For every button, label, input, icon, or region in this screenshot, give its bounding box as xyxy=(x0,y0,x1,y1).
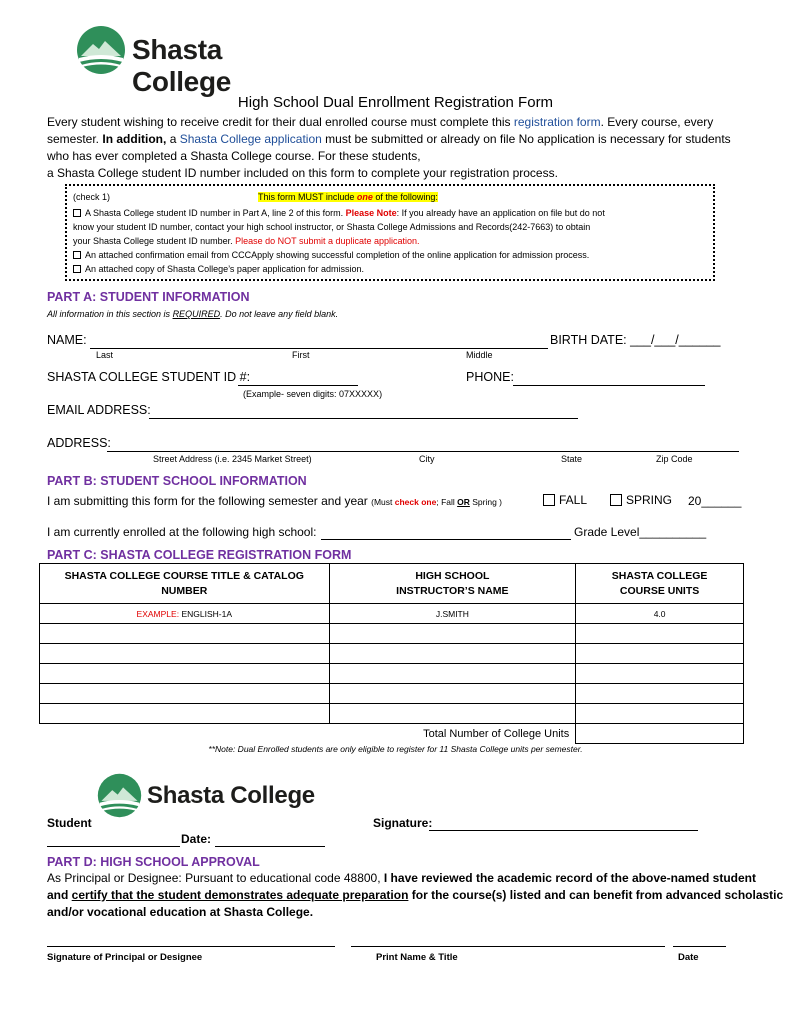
course-cell[interactable] xyxy=(40,704,330,724)
instructor-cell[interactable] xyxy=(329,644,576,664)
check-one-label: (check 1) xyxy=(73,192,111,202)
fall-option[interactable]: FALL xyxy=(543,493,587,507)
phone-label: PHONE: xyxy=(466,370,514,384)
instructor-cell[interactable] xyxy=(329,704,576,724)
units-cell[interactable] xyxy=(576,704,744,724)
student-label: Student xyxy=(47,816,92,830)
email-field[interactable] xyxy=(149,418,578,419)
table-header-row xyxy=(40,564,744,604)
student-id-field[interactable] xyxy=(238,385,358,386)
intro-paragraph: Every student wishing to receive credit for their dual enrolled course must complete this registration form. Every course, every semester. In addition, a Shasta College application must be submitted or already on file No application is necessary for students who has ever completed a Shasta College course. For these students, a Shasta College student ID number included on this form to complete your registration process. xyxy=(47,115,731,180)
last-name-caption: Last xyxy=(96,350,114,360)
footer-logo xyxy=(96,772,316,820)
student-id-label: SHASTA COLLEGE STUDENT ID #: xyxy=(47,370,251,384)
requirements-box xyxy=(65,184,715,281)
street-caption: Street Address (i.e. 2345 Market Street) xyxy=(153,454,312,464)
student-signature-label: Signature: xyxy=(373,816,433,830)
table-row xyxy=(40,704,744,724)
checkbox-student-id[interactable] xyxy=(73,209,81,217)
course-table xyxy=(39,563,744,744)
print-name-field[interactable] xyxy=(351,946,665,947)
example-course-cell: EXAMPLE: ENGLISH-1A xyxy=(40,604,330,624)
high-school-field[interactable] xyxy=(321,539,571,540)
checkbox-paper-application[interactable] xyxy=(73,265,81,273)
units-header: SHASTA COLLEGE COURSE UNITS xyxy=(576,564,744,604)
part-d-heading: PART D: HIGH SCHOOL APPROVAL xyxy=(47,855,260,869)
name-field[interactable] xyxy=(90,348,548,349)
spring-option[interactable]: SPRING xyxy=(610,493,672,507)
table-row xyxy=(40,624,744,644)
units-cell[interactable] xyxy=(576,684,744,704)
print-name-label: Print Name & Title xyxy=(376,952,458,963)
state-caption: State xyxy=(561,454,583,464)
student-name-field[interactable] xyxy=(47,846,180,847)
part-a-note: All information in this section is REQUIRED. Do not leave any field blank. xyxy=(47,309,339,319)
approval-date-label: Date xyxy=(678,952,699,963)
phone-field[interactable] xyxy=(513,385,705,386)
email-label: EMAIL ADDRESS: xyxy=(47,403,151,417)
units-cell[interactable] xyxy=(576,664,744,684)
mountain-logo-icon xyxy=(75,24,127,76)
fall-checkbox[interactable] xyxy=(543,494,555,506)
application-link[interactable]: Shasta College application xyxy=(179,132,322,146)
units-note: **Note: Dual Enrolled students are only eligible to register for 11 Shasta College units per semester. xyxy=(208,744,583,754)
page-title: High School Dual Enrollment Registration Form xyxy=(237,94,554,111)
mountain-logo-icon xyxy=(96,772,143,819)
course-cell[interactable] xyxy=(40,684,330,704)
total-units-cell[interactable] xyxy=(576,724,744,744)
grade-level-field[interactable]: Grade Level__________ xyxy=(574,525,707,539)
table-row xyxy=(40,684,744,704)
part-b-heading: PART B: STUDENT SCHOOL INFORMATION xyxy=(47,474,307,488)
birth-date-field[interactable]: BIRTH DATE: ___/___/______ xyxy=(550,333,721,347)
table-row xyxy=(40,604,744,624)
address-field[interactable] xyxy=(107,451,739,452)
student-date-field[interactable] xyxy=(215,846,325,847)
part-c-heading: PART C: SHASTA COLLEGE REGISTRATION FORM xyxy=(47,548,352,562)
spring-checkbox[interactable] xyxy=(610,494,622,506)
total-row xyxy=(40,724,744,744)
approval-date-field[interactable] xyxy=(673,946,726,947)
instructor-cell[interactable] xyxy=(329,684,576,704)
course-cell[interactable] xyxy=(40,644,330,664)
course-cell[interactable] xyxy=(40,624,330,644)
header-logo xyxy=(75,24,315,97)
table-row xyxy=(40,664,744,684)
name-label: NAME: xyxy=(47,333,87,347)
example-instructor-cell: J.SMITH xyxy=(329,604,576,624)
high-school-label: I am currently enrolled at the following high school: xyxy=(47,525,317,539)
example-units-cell: 4.0 xyxy=(576,604,744,624)
student-signature-field[interactable] xyxy=(429,830,698,831)
principal-signature-field[interactable] xyxy=(47,946,335,947)
course-title-header: SHASTA COLLEGE COURSE TITLE & CATALOG NUMBER xyxy=(40,564,330,604)
option-student-id: A Shasta College student ID number in Part A, line 2 of this form. Please Note: If you already have an application on file but do not know your student ID number, contact your high school instructor, or Shasta College Admissions and Records(242-7663) to obtain your Shasta College student ID number. Please do NOT submit a duplicate application. An attached confirmation email from CCCApply showing successful completion of the online application for admission process. An attached copy of Shasta College’s paper application for admission. xyxy=(73,208,605,274)
instructor-cell[interactable] xyxy=(329,664,576,684)
first-name-caption: First xyxy=(292,350,310,360)
instructor-header: HIGH SCHOOL INSTRUCTOR’S NAME xyxy=(329,564,576,604)
units-cell[interactable] xyxy=(576,624,744,644)
city-caption: City xyxy=(419,454,435,464)
course-cell[interactable] xyxy=(40,664,330,684)
student-date-label: Date: xyxy=(181,832,212,846)
logo-text: Shasta College xyxy=(147,782,315,809)
table-row xyxy=(40,644,744,664)
year-field[interactable]: 20______ xyxy=(688,494,742,508)
principal-signature-label: Signature of Principal or Designee xyxy=(47,952,203,963)
instructor-cell[interactable] xyxy=(329,624,576,644)
middle-name-caption: Middle xyxy=(466,350,493,360)
units-cell[interactable] xyxy=(576,644,744,664)
logo-text: Shasta College xyxy=(132,34,232,97)
semester-line: I am submitting this form for the following semester and year (Must check one; Fall OR Spring ) xyxy=(47,494,502,508)
zip-caption: Zip Code xyxy=(656,454,693,464)
total-units-label: Total Number of College Units xyxy=(40,724,576,744)
must-include-note: This form MUST include one of the following: xyxy=(258,192,438,202)
checkbox-confirmation-email[interactable] xyxy=(73,251,81,259)
student-id-example: (Example- seven digits: 07XXXXX) xyxy=(243,389,383,399)
part-a-heading: PART A: STUDENT INFORMATION xyxy=(47,290,250,304)
registration-form-link[interactable]: registration form xyxy=(513,115,601,129)
approval-paragraph: As Principal or Designee: Pursuant to educational code 48800, I have reviewed the academic record of the above-named student and certify that the student demonstrates adequate preparation for the course(s) listed and can benefit from advanced scholastic and/or vocational education at Shasta College. xyxy=(47,871,784,919)
address-label: ADDRESS: xyxy=(47,436,111,450)
